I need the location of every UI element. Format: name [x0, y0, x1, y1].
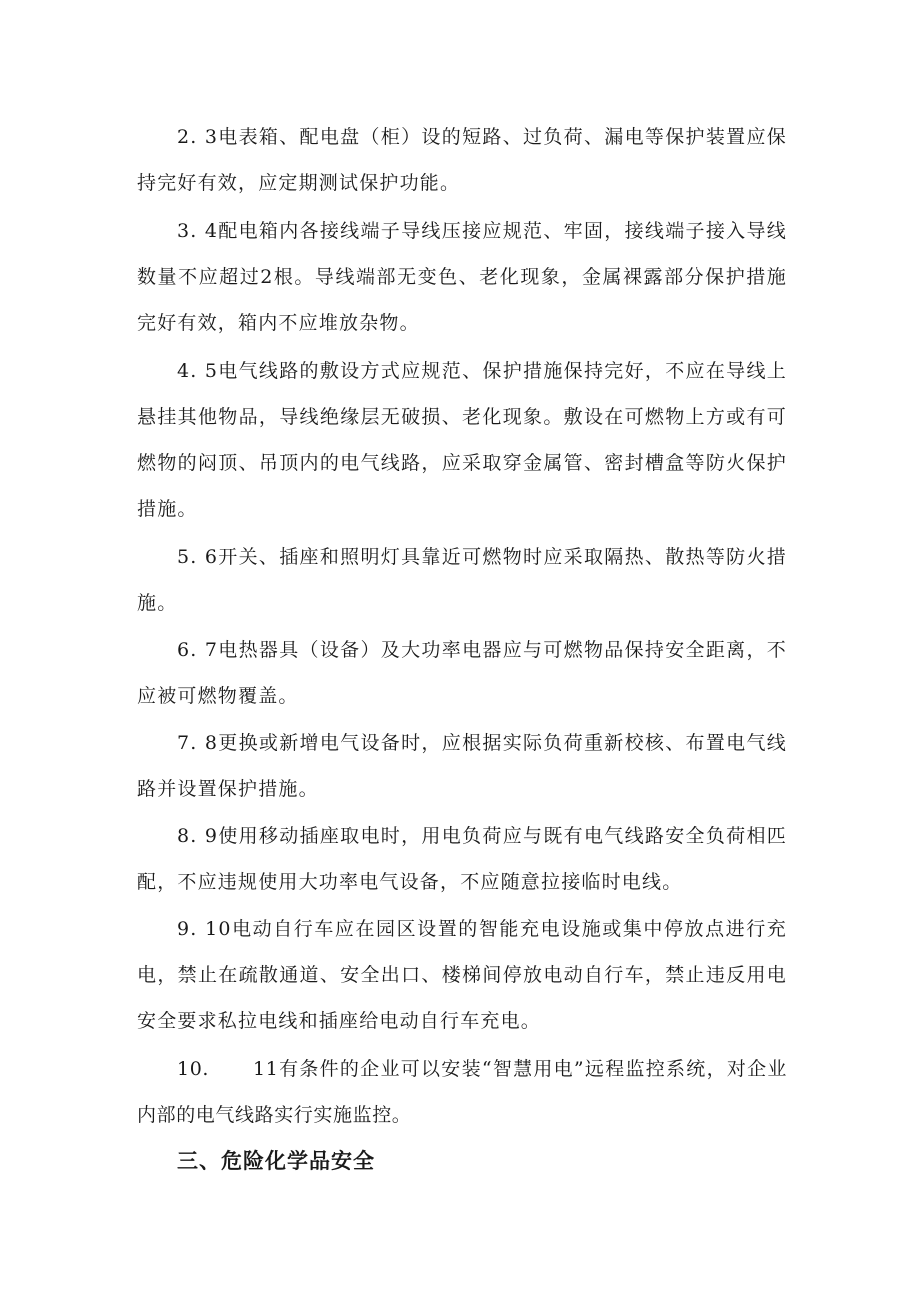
paragraph-2-3: 2. 3电表箱、配电盘（柜）设的短路、过负荷、漏电等保护装置应保持完好有效，应定期测试保护功能。: [137, 126, 787, 194]
paragraph-3-4: 3. 4配电箱内各接线端子导线压接应规范、牢固，接线端子接入导线数量不应超过2根。导线端部无变色、老化现象，金属裸露部分保护措施完好有效，箱内不应堆放杂物。: [137, 220, 787, 334]
paragraph-number: 10.: [177, 1058, 210, 1080]
paragraph-text: 11有条件的企业可以安装“智慧用电”远程监控系统，对企业内部的电气线路实行实施监控。: [137, 1058, 787, 1126]
paragraph-9-10: 9. 10电动自行车应在园区设置的智能充电设施或集中停放点进行充电，禁止在疏散通道、安全出口、楼梯间停放电动自行车，禁止违反用电安全要求私拉电线和插座给电动自行车充电。: [137, 918, 787, 1032]
section-heading: 三、危险化学品安全: [177, 1149, 375, 1173]
paragraph-6-7: 6. 7电热器具（设备）及大功率电器应与可燃物品保持安全距离，不应被可燃物覆盖。: [137, 639, 787, 707]
paragraph-5-6: 5. 6开关、插座和照明灯具靠近可燃物时应采取隔热、散热等防火措施。: [137, 546, 787, 614]
paragraph-4-5: 4. 5电气线路的敷设方式应规范、保护措施保持完好，不应在导线上悬挂其他物品，导线绝缘层无破损、老化现象。敷设在可燃物上方或有可燃物的闷顶、吊顶内的电气线路，应采取穿金属管、密封槽盒等防火保护措施。: [137, 360, 787, 520]
paragraph-8-9: 8. 9使用移动插座取电时，用电负荷应与既有电气线路安全负荷相匹配，不应违规使用大功率电气设备，不应随意拉接临时电线。: [137, 825, 787, 893]
paragraph-7-8: 7. 8更换或新增电气设备时，应根据实际负荷重新校核、布置电气线路并设置保护措施。: [137, 732, 787, 800]
paragraph-10-11: [137, 1046, 787, 1138]
